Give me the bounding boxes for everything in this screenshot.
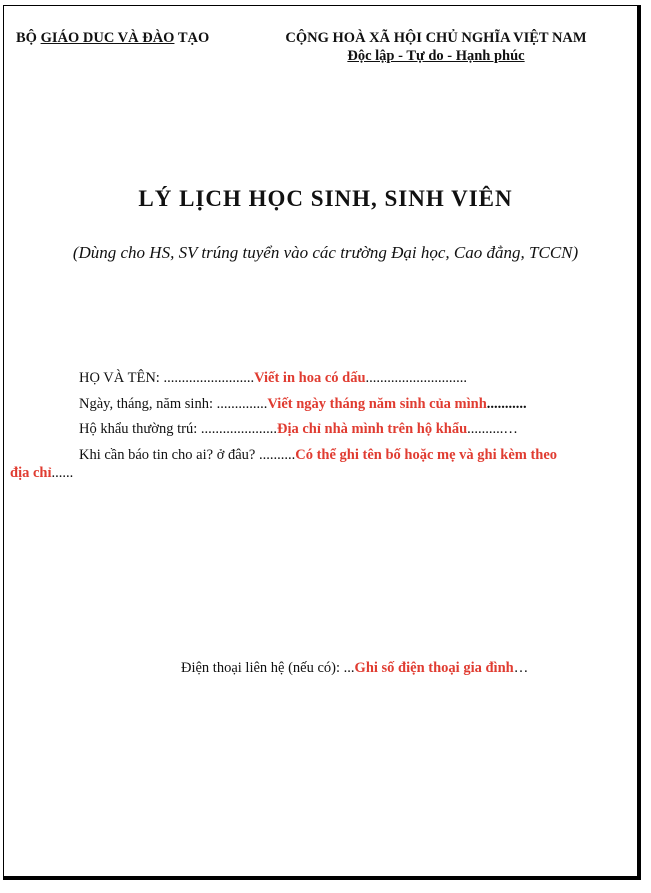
national-motto: Độc lập - Tự do - Hạnh phúc: [347, 48, 525, 64]
country-name: CỘNG HOÀ XÃ HỘI CHỦ NGHĨA VIỆT NAM: [285, 30, 587, 46]
field-hint[interactable]: Địa chỉ nhà mình trên hộ khẩu: [276, 421, 468, 437]
field-hint[interactable]: Có thể ghi tên bố hoặc mẹ và ghi kèm theo: [295, 447, 558, 463]
field-full-name: [79, 370, 467, 387]
national-header: [250, 30, 622, 65]
field-hint[interactable]: Viết in hoa có dấu: [254, 370, 366, 386]
field-label: Hộ khẩu thường trú: .....................: [79, 421, 277, 437]
field-date-of-birth: [79, 396, 527, 413]
field-trail: ...........: [486, 396, 527, 412]
field-hint[interactable]: Ghi số điện thoại gia đình: [354, 660, 514, 676]
field-label: HỌ VÀ TÊN: .........................: [79, 370, 255, 386]
field-label: Ngày, tháng, năm sinh: ..............: [79, 396, 268, 412]
ministry-suffix: TẠO: [174, 30, 210, 46]
document-subtitle: (Dùng cho HS, SV trúng tuyển vào các trường Đại học, Cao đẳng, TCCN): [72, 243, 579, 262]
field-label: Khi cần báo tin cho ai? ở đâu? ..........: [79, 447, 296, 463]
field-permanent-residence: [79, 421, 518, 438]
field-trail: ..........…: [467, 421, 518, 437]
ministry-prefix: BỘ: [16, 30, 41, 46]
page-frame: [3, 5, 641, 880]
field-phone: [181, 660, 528, 677]
field-emergency-contact: [79, 447, 557, 464]
field-trail: ......: [51, 465, 74, 481]
ministry-name: [16, 30, 209, 47]
field-label: Điện thoại liên hệ (nếu có): ...: [181, 660, 355, 676]
document-title: LÝ LỊCH HỌC SINH, SINH VIÊN: [138, 186, 513, 211]
field-hint[interactable]: Viết ngày tháng năm sinh của mình: [267, 396, 487, 412]
field-hint-continued[interactable]: địa chỉ: [10, 465, 52, 481]
field-emergency-contact-continued: [10, 465, 73, 482]
field-trail: …: [513, 660, 529, 676]
ministry-underlined: GIÁO DUC VÀ ĐÀO: [40, 30, 175, 46]
field-trail: ............................: [365, 370, 468, 386]
